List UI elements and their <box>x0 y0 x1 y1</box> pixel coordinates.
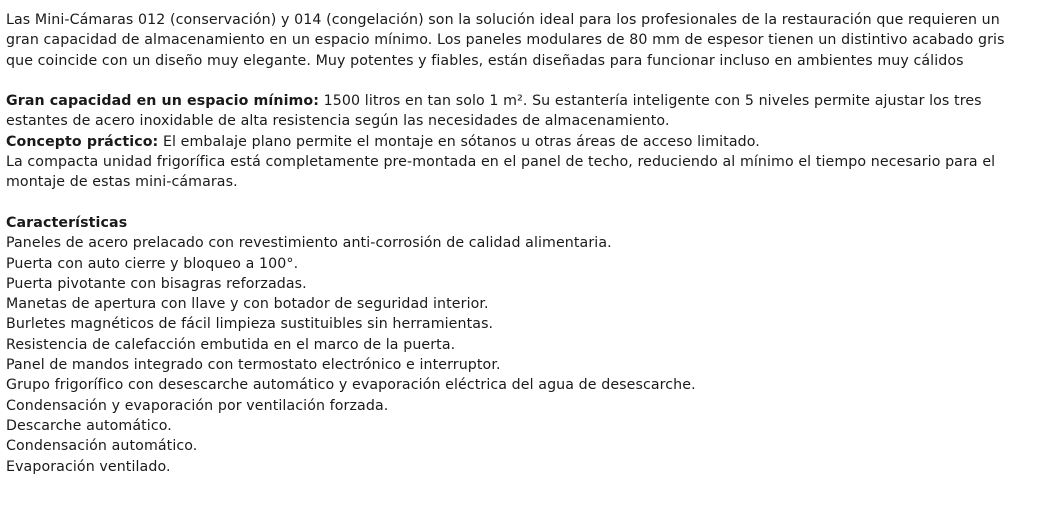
feature-item: Paneles de acero prelacado con revestimiento anti-corrosión de calidad alimentaria. <box>6 235 612 252</box>
concept-text: El embalaje plano permite el montaje en sótanos u otras áreas de acceso limitado. <box>158 133 760 150</box>
feature-item: Resistencia de calefacción embutida en el marco de la puerta. <box>6 336 456 353</box>
feature-item: Condensación automático. <box>6 438 198 455</box>
feature-item: Puerta con auto cierre y bloqueo a 100°. <box>6 255 299 272</box>
features-list <box>6 233 1006 477</box>
feature-item: Panel de mandos integrado con termostato electrónico e interruptor. <box>6 357 501 374</box>
concept-label: Concepto práctico: <box>6 133 159 150</box>
feature-item: Puerta pivotante con bisagras reforzadas. <box>6 275 307 292</box>
feature-item: Descarche automático. <box>6 417 172 434</box>
capacity-paragraph <box>6 91 1006 132</box>
feature-item: Evaporación ventilado. <box>6 458 171 475</box>
concept-paragraph <box>6 132 1006 152</box>
intro-paragraph: Las Mini-Cámaras 012 (conservación) y 014 (congelación) son la solución ideal para los profesionales de la restauración que requieren un gran capacidad de almacenamiento en un espacio mínimo. Los paneles modulares de 80 mm de espesor tienen un distintivo acabado gris que coincide con un diseño muy elegante. Muy potentes y fiables, están diseñadas para funcionar incluso en ambientes muy cálidos <box>6 12 1005 69</box>
feature-item: Grupo frigorífico con desescarche automático y evaporación eléctrica del agua de desescarche. <box>6 377 696 394</box>
feature-item: Burletes magnéticos de fácil limpieza sustituibles sin herramientas. <box>6 316 494 333</box>
capacity-text: 1500 litros en tan solo 1 m². Su estantería inteligente con 5 niveles permite ajustar los tres estantes de acero inoxidable de alta resistencia según las necesidades de almacenamiento. <box>6 93 982 130</box>
feature-item: Condensación y evaporación por ventilación forzada. <box>6 397 389 414</box>
paragraph-spacer <box>6 71 1006 91</box>
product-description <box>6 10 1006 477</box>
capacity-label: Gran capacidad en un espacio mínimo: <box>6 93 320 110</box>
features-heading: Características <box>6 214 128 231</box>
paragraph-spacer <box>6 193 1006 213</box>
unit-paragraph: La compacta unidad frigorífica está completamente pre-montada en el panel de techo, reduciendo al mínimo el tiempo necesario para el montaje de estas mini-cámaras. <box>6 154 996 191</box>
feature-item: Manetas de apertura con llave y con botador de seguridad interior. <box>6 296 489 313</box>
